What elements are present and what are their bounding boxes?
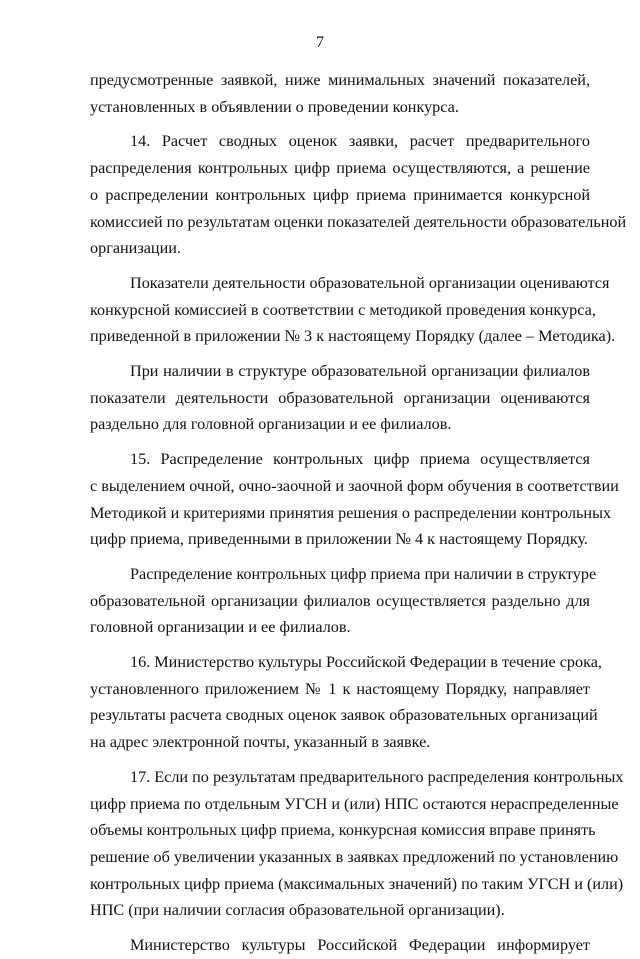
text-line: с выделением очной, очно-заочной и заочной форм обучения в соответствии [90, 476, 619, 495]
paragraph-15 [90, 446, 619, 553]
paragraph [90, 932, 590, 959]
document-body [90, 67, 627, 959]
text-line: Показатели деятельности образовательной организации оцениваются [130, 273, 610, 292]
text-line: раздельно для головной организации и ее филиалов. [90, 415, 452, 434]
text-line: показатели деятельности образовательной организации оцениваются [90, 388, 590, 407]
page-number: 7 [316, 34, 324, 51]
text-line: распределения контрольных цифр приема осуществляются, а решение [90, 159, 590, 178]
text-line: комиссией по результатам оценки показателей деятельности образовательной [90, 212, 627, 231]
paragraph-14 [90, 128, 627, 262]
text-line: 16. Министерство культуры Российской Федерации в течение срока, [130, 653, 602, 672]
text-line: предусмотренные заявкой, ниже минимальных значений показателей, [90, 71, 590, 89]
text-line: на адрес электронной почты, указанный в заявке. [90, 733, 431, 752]
text-line: Методикой и критериями принятия решения о распределении контрольных [90, 503, 612, 522]
text-line: организации. [90, 239, 181, 258]
text-line: Министерство культуры Российской Федерации информирует [130, 936, 590, 955]
paragraph [90, 270, 616, 350]
text-line: установленных в объявлении о проведении конкурса. [90, 97, 459, 116]
paragraph [90, 67, 590, 120]
text-line: образовательной организации филиалов осуществляется раздельно для [90, 591, 590, 610]
text-line: НПС (при наличии согласия образовательной организации). [90, 901, 505, 920]
text-line: Распределение контрольных цифр приема при наличии в структуре [130, 564, 597, 583]
text-line: контрольных цифр приема (максимальных значений) по таким УГСН и (или) [90, 874, 624, 893]
text-line: о распределении контрольных цифр приема принимается конкурсной [90, 185, 590, 204]
text-line: 14. Расчет сводных оценок заявки, расчет предварительного [130, 132, 590, 151]
text-line: 17. Если по результатам предварительного распределения контрольных [130, 767, 624, 786]
text-line: конкурсной комиссией в соответствии с методикой проведения конкурса, [90, 300, 596, 319]
text-line: цифр приема по отдельным УГСН и (или) НПС остаются нераспределенные [90, 794, 619, 813]
text-line: головной организации и ее филиалов. [90, 618, 351, 637]
text-line: цифр приема, приведенными в приложении № 4 к настоящему Порядку. [90, 530, 588, 549]
paragraph-16 [90, 649, 602, 756]
text-line: При наличии в структуре образовательной организации филиалов [130, 362, 590, 381]
text-line: решение об увеличении указанных в заявках предложений по установлению [90, 847, 619, 866]
text-line: объемы контрольных цифр приема, конкурсная комиссия вправе принять [90, 821, 596, 840]
text-line: установленного приложением № 1 к настоящему Порядку, направляет [90, 679, 590, 698]
text-line: результаты расчета сводных оценок заявок образовательных организаций [90, 706, 598, 725]
text-line: приведенной в приложении № 3 к настоящему Порядку (далее – Методика). [90, 327, 616, 346]
paragraph-17 [90, 764, 624, 924]
text-line: 15. Распределение контрольных цифр приема осуществляется [130, 450, 590, 469]
paragraph [90, 358, 590, 438]
paragraph [90, 561, 597, 641]
